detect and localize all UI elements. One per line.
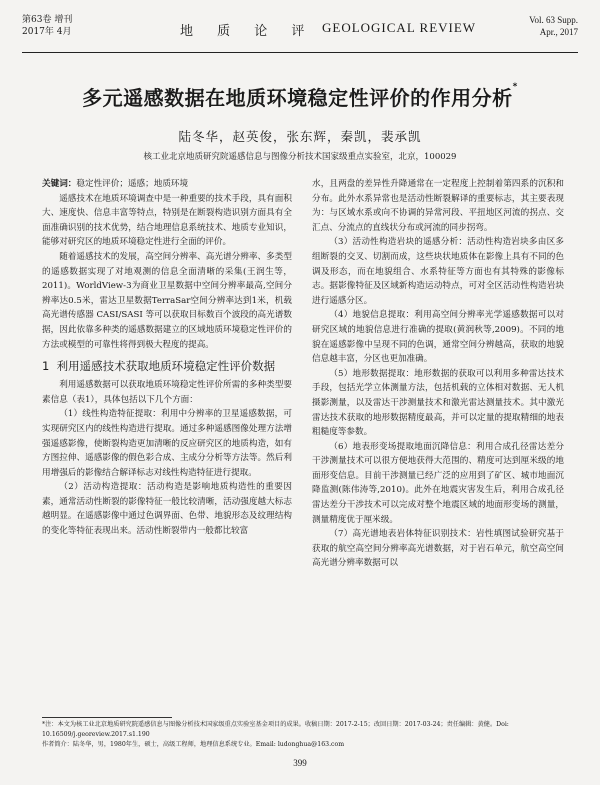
section-title: 利用遥感技术获取地质环境稳定性评价数据 (56, 359, 276, 374)
paragraph: （3）活动性构造岩块的遥感分析：活动性构造岩块多由区多组断裂的交叉、切割而成，这些块状地质体在影像上具有不同的色调及形态，而在地貌组合、水系特征等方面也有其特殊的影像标志。据影像特征及区域新构造运动特点，可对全区活动性构造岩块进行遥感分区。 (312, 237, 564, 306)
authors: 陆冬华，赵英俊，张东辉，秦凯，裴承凯 (178, 129, 422, 144)
footnote-author: 作者简介：陆冬华，男，1980年生，硕士，高级工程师，地理信息系统专业。Email: ludonghua@163.com (42, 741, 345, 748)
journal-name-cn: 地 质 论 评 (180, 24, 315, 39)
keywords-label: 关键词： (42, 179, 77, 189)
header-vol-cn: 第63卷 增刊 (22, 15, 73, 25)
footnotes (42, 720, 566, 750)
page-number: 399 (293, 758, 307, 768)
paragraph: 水，且两盘的差异性升降通常在一定程度上控制着第四系的沉积和分布。此外水系异常也是活动性断裂解译的重要标志，其主要表现为：与区域水系或向不协调的异常河段、平扭地区河流的拐点、交汇点、分流点的直线状分布或河流的同步拐弯。 (312, 179, 564, 233)
title-footnote-mark: * (512, 82, 518, 92)
left-column (42, 177, 292, 539)
section-heading (42, 358, 292, 374)
section-number: 1 (42, 359, 50, 374)
header-date-en: Apr., 2017 (539, 27, 578, 37)
keywords (42, 177, 292, 192)
header-volume-en (529, 14, 578, 38)
paragraph: （5）地形数据提取：地形数据的获取可以利用多种雷达技术手段，包括光学立体测量方法，包括机载的立体相对数据、无人机摄影测量，以及雷达干涉测量技术和激光雷达测量技术。其中激光雷达技术获取的地形数据精度最高，并可以定量的提取精细的地表粗糙度等参数。 (312, 368, 564, 438)
paragraph: 利用遥感数据可以获取地质环境稳定性评价所需的多种类型要素信息（表1），具体包括以下几个方面： (42, 380, 292, 405)
paragraph: 随着遥感技术的发展，高空间分辨率、高光谱分辨率、多类型的遥感数据实现了对地观测的信息全面清晰的采集(王润生等，2011)。WorldView-3为商业卫星数据中空间分辨率最高,空间分辨率达0.5米，雷达卫星数据TerraSar空间分辨率达到1米，机载高光谱传感器 CASI/SASI 等可以获取目标数百个波段的高光谱数据，因此依靠多种类的遥感数据建立的区域地质环境稳定性评价的方法或模型的可靠性将得到极大程度的提高。 (42, 251, 292, 350)
header-vol-en: Vol. 63 Supp. (529, 15, 578, 25)
paper-title (0, 82, 600, 111)
right-column (312, 177, 564, 571)
header-year-cn: 2017年 4月 (22, 27, 72, 37)
running-header (22, 14, 578, 52)
paragraph: （2）活动构造提取：活动构造是影响地质构造性的重要因素，通常活动性断裂的影像特征一般比较清晰，活动强度越大标志越明显。在遥感影像中通过色调界面、色带、地貌形态及纹理结构的变化等特征表现出来。活动性断裂带内一般都比较富 (42, 482, 292, 537)
header-rule (22, 52, 578, 53)
affiliation: 核工业北京地质研究院遥感信息与图像分析技术国家级重点实验室，北京，100029 (143, 152, 457, 162)
paragraph: （7）高光谱地表岩体特征识别技术：岩性填图试验研究基于获取的航空高空间分辨率高光谱数据，对于岩石单元，航空高空间高光谱分辨率数据可以 (312, 529, 564, 569)
paragraph: （1）线性构造特征提取：利用中分辨率的卫星遥感数据，可实现研究区内的线性构造进行提取。通过多种遥感图像处理方法增强遥感影像，使断裂构造更加清晰的反应研究区的地质构造，如有方图拉伸、遥感影像的假色彩合成、主成分分析等方法等。然后利用增强后的影像结合解译标志对线性构造特征进行提取。 (42, 409, 292, 478)
footnote-funding: *注：本文为核工业北京地质研究院遥感信息与图像分析技术国家级重点实验室基金项目的成果。收稿日期：2017-2-15；改回日期：2017-03-24；责任编辑：黄健。Doi: 10.16509/j.georeview.2017.s1.190 (42, 721, 509, 738)
paragraph: （4）地貌信息提取：利用高空间分辨率光学遥感数据可以对研究区域的地貌信息进行准确的提取(黄润秋等,2009)。不同的地貌在遥感影像中呈现不同的色调，通常空间分辨越高，获取的地貌信息越丰富，分区也更加准确。 (312, 310, 564, 365)
journal-name-en: GEOLOGICAL REVIEW (322, 20, 477, 35)
header-volume-cn (22, 14, 72, 38)
paragraph: （6）地表形变场提取地面沉降信息：利用合成孔径雷达差分干涉测量技术可以很方便地获得大范围的、精度可达到厘米级的地面形变信息。目前干涉测量已经广泛的应用到了矿区、城市地面沉降监测(陈伟涛等,2010)。此外在地震灾害发生后，利用合成孔径雷达差分干涉技术可以完成对整个地震区域的地面形变场的测量，测量精度优于厘米级。 (312, 441, 564, 525)
paper-title-text: 多元遥感数据在地质环境稳定性评价的作用分析 (82, 86, 513, 110)
keywords-text: 稳定性评价；遥感；地质环境 (76, 179, 189, 189)
paragraph: 遥感技术在地质环境调查中是一种重要的技术手段，具有面积大、速度快、信息丰富等特点，特别是在断裂构造识别方面具有全面准确识别的技术优势，结合地理信息系统技术、地质专业知识，能够对研究区的地质环境稳定性进行全面的评价。 (42, 193, 292, 248)
footnote-rule (42, 717, 172, 718)
